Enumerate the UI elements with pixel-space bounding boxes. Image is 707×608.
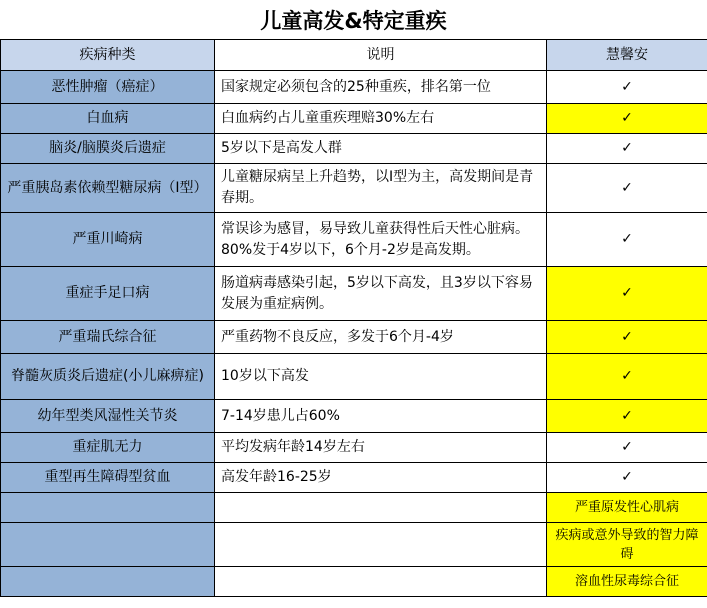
disease-name: 严重瑞氏综合征: [1, 321, 215, 354]
header-disease: 疾病种类: [1, 40, 215, 71]
disease-name: 脑炎/脑膜炎后遗症: [1, 134, 215, 164]
disease-name: 重症手足口病: [1, 267, 215, 321]
empty-cell: [1, 493, 215, 523]
header-row: [1, 40, 707, 71]
table-row: [1, 104, 707, 134]
disease-description: 10岁以下高发: [215, 354, 547, 400]
disease-name: 白血病: [1, 104, 215, 134]
header-description: 说明: [215, 40, 547, 71]
table-row: [1, 400, 707, 433]
table-row: [1, 463, 707, 493]
empty-cell: [1, 567, 215, 597]
extra-row: [1, 523, 707, 567]
extra-row: [1, 567, 707, 597]
check-mark-icon: ✓: [547, 164, 707, 213]
empty-cell: [215, 493, 547, 523]
empty-cell: [1, 523, 215, 567]
check-mark-icon: ✓: [547, 463, 707, 493]
check-mark-icon: ✓: [547, 134, 707, 164]
table-row: [1, 321, 707, 354]
check-mark-icon: ✓: [547, 400, 707, 433]
disease-description: 肠道病毒感染引起，5岁以下高发，且3岁以下容易发展为重症病例。: [215, 267, 547, 321]
disease-description: 国家规定必须包含的25种重疾，排名第一位: [215, 71, 547, 104]
disease-description: 7-14岁患儿占60%: [215, 400, 547, 433]
disease-name: 重症肌无力: [1, 433, 215, 463]
disease-description: 5岁以下是高发人群: [215, 134, 547, 164]
disease-table: [0, 39, 707, 597]
disease-description: 严重药物不良反应，多发于6个月-4岁: [215, 321, 547, 354]
disease-name: 恶性肿瘤（癌症）: [1, 71, 215, 104]
extra-disease: 疾病或意外导致的智力障碍: [547, 523, 707, 567]
disease-name: 严重胰岛素依赖型糖尿病（Ⅰ型）: [1, 164, 215, 213]
check-mark-icon: ✓: [547, 104, 707, 134]
check-mark-icon: ✓: [547, 433, 707, 463]
disease-name: 严重川崎病: [1, 213, 215, 267]
check-mark-icon: ✓: [547, 71, 707, 104]
extra-row: [1, 493, 707, 523]
empty-cell: [215, 567, 547, 597]
disease-description: 高发年龄16-25岁: [215, 463, 547, 493]
check-mark-icon: ✓: [547, 267, 707, 321]
extra-disease: 严重原发性心肌病: [547, 493, 707, 523]
empty-cell: [215, 523, 547, 567]
disease-name: 脊髓灰质炎后遗症(小儿麻痹症): [1, 354, 215, 400]
disease-description: 儿童糖尿病呈上升趋势，以Ⅰ型为主，高发期间是青春期。: [215, 164, 547, 213]
check-mark-icon: ✓: [547, 321, 707, 354]
table-row: [1, 71, 707, 104]
page-title: 儿童高发&特定重疾: [260, 8, 447, 33]
extra-disease: 溶血性尿毒综合征: [547, 567, 707, 597]
table-row: [1, 433, 707, 463]
table-row: [1, 213, 707, 267]
table-row: [1, 134, 707, 164]
table-row: [1, 354, 707, 400]
header-product: 慧馨安: [547, 40, 707, 71]
disease-description: 白血病约占儿童重疾理赔30%左右: [215, 104, 547, 134]
disease-description: 常误诊为感冒，易导致儿童获得性后天性心脏病。80%发于4岁以下，6个月-2岁是高发期。: [215, 213, 547, 267]
table-row: [1, 267, 707, 321]
table-row: [1, 164, 707, 213]
check-mark-icon: ✓: [547, 354, 707, 400]
disease-description: 平均发病年龄14岁左右: [215, 433, 547, 463]
disease-name: 幼年型类风湿性关节炎: [1, 400, 215, 433]
check-mark-icon: ✓: [547, 213, 707, 267]
disease-name: 重型再生障碍型贫血: [1, 463, 215, 493]
